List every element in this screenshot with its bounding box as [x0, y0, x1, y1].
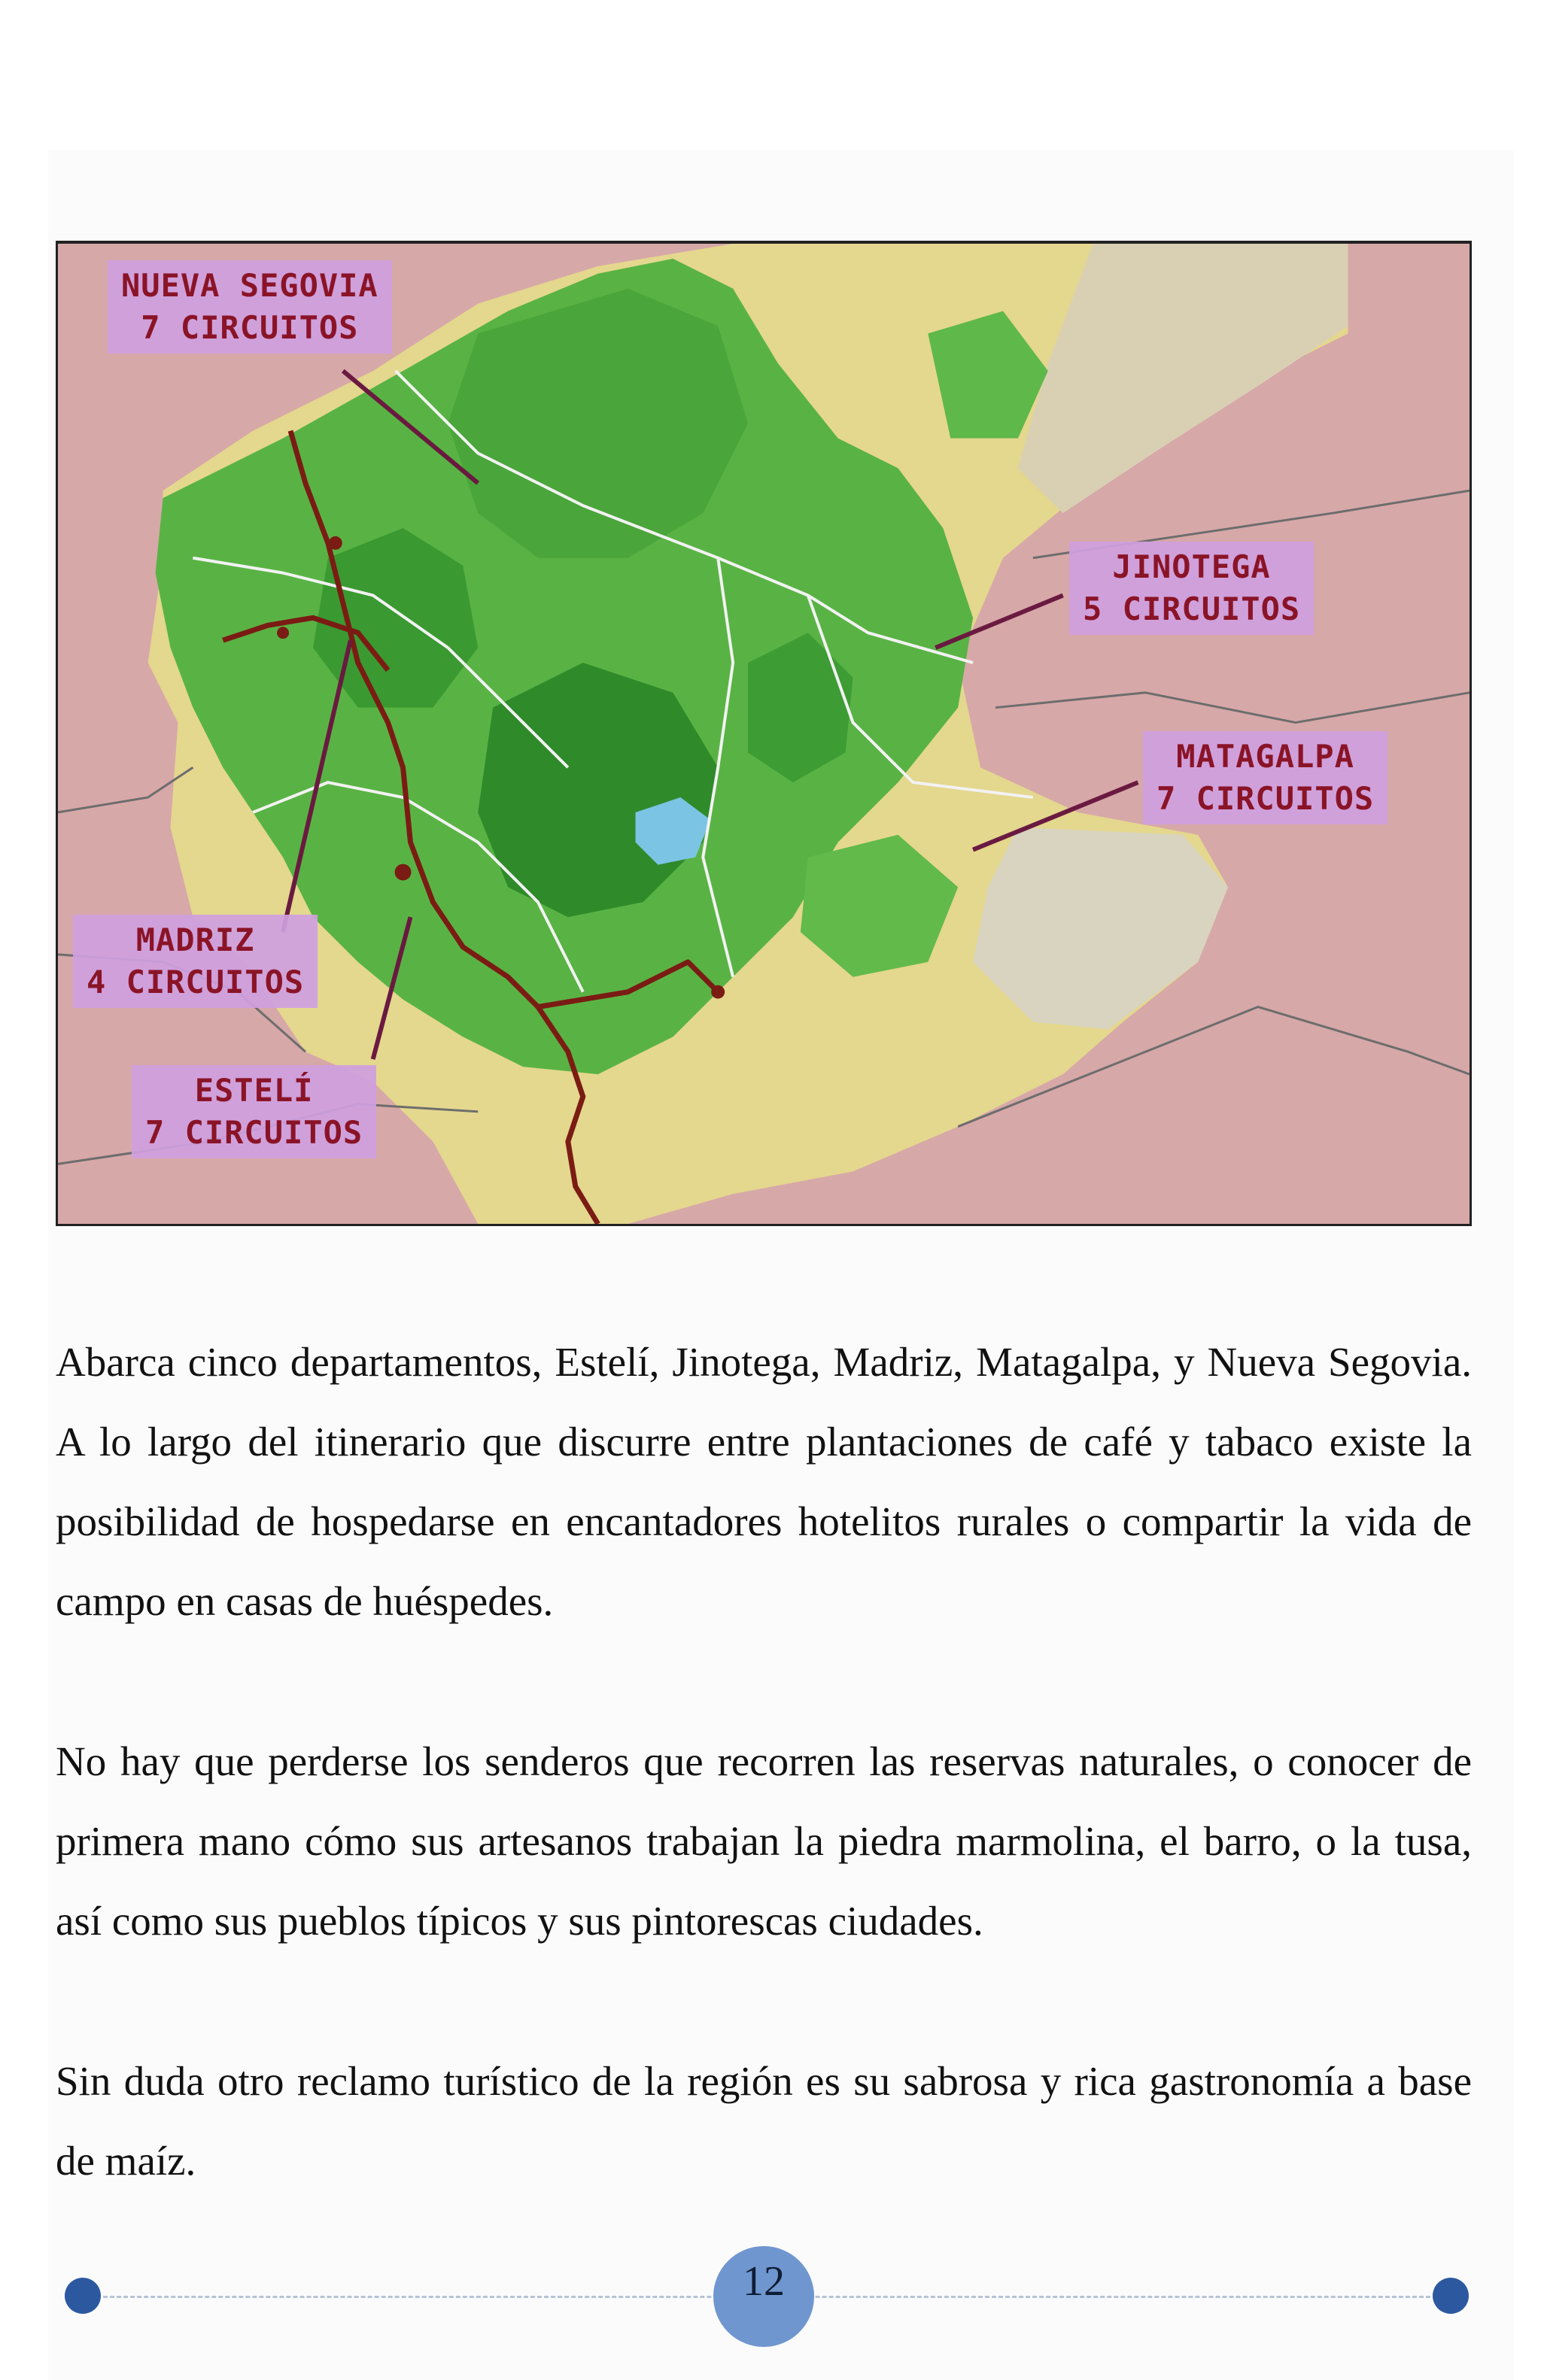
region-map: [56, 241, 1472, 1226]
paragraph-intro: Abarca cinco departamentos, Estelí, Jinotega, Madriz, Matagalpa, y Nueva Segovia. A lo largo del itinerario que discurre entre plantaciones de café y tabaco existe la posibilidad de hospedarse en encantadores hotelitos rurales o compartir la vida de campo en casas de huéspedes.: [56, 1339, 1472, 1624]
paragraph-gastronomy: Sin duda otro reclamo turístico de la región es su sabrosa y rica gastronomía a base de maíz.: [56, 2058, 1472, 2184]
label-madriz: MADRIZ 4 CIRCUITOS: [73, 915, 318, 1008]
paragraph-trails: No hay que perderse los senderos que recorren las reservas naturales, o conocer de primera mano cómo sus artesanos trabajan la piedra marmolina, el barro, o la tusa, así como sus pueblos típicos y sus pintorescas ciudades.: [56, 1738, 1472, 1944]
page-number: [713, 2246, 814, 2347]
footer-left-dot: [65, 2278, 101, 2314]
label-esteli: ESTELÍ 7 CIRCUITOS: [132, 1065, 376, 1158]
label-jinotega: JINOTEGA 5 CIRCUITOS: [1069, 542, 1314, 635]
label-matagalpa: MATAGALPA 7 CIRCUITOS: [1143, 731, 1388, 824]
page-number-text: 12: [743, 2258, 785, 2305]
footer-right-dot: [1433, 2278, 1469, 2314]
label-nueva-segovia: NUEVA SEGOVIA 7 CIRCUITOS: [108, 260, 392, 354]
